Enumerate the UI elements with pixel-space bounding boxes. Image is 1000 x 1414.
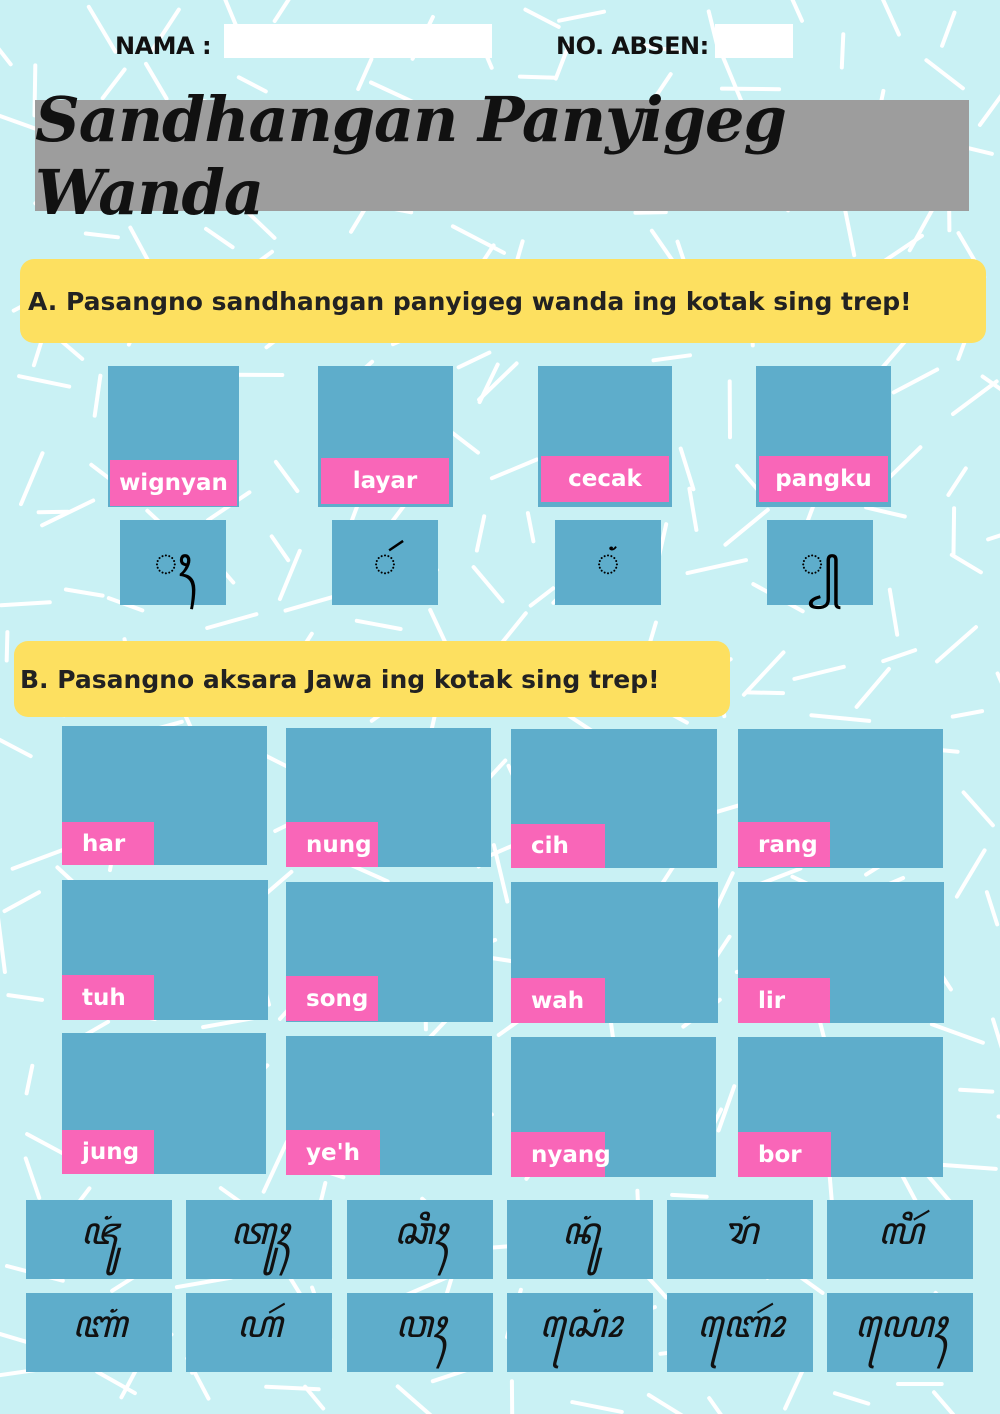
sandhangan-tile[interactable] <box>767 520 873 605</box>
target-label-bor: bor <box>738 1132 831 1177</box>
confetti-stroke <box>681 449 694 490</box>
aksara-glyph: ꦱꦺꦴꦁ <box>539 1301 621 1346</box>
confetti-stroke <box>13 850 64 869</box>
aksara-glyph: ꦗꦸꦁ <box>80 1208 118 1253</box>
target-label-rang: rang <box>738 822 830 867</box>
confetti-stroke <box>27 1066 33 1094</box>
confetti-stroke <box>964 792 993 825</box>
section-b-instruction: B. Pasangno aksara Jawa ing kotak sing trep! <box>20 664 660 694</box>
target-label-wah: wah <box>511 978 605 1023</box>
aksara-tile[interactable] <box>347 1293 493 1372</box>
confetti-stroke <box>479 363 516 399</box>
confetti-stroke <box>688 560 747 573</box>
aksara-glyph: ꦭꦶꦂ <box>877 1208 923 1253</box>
aksara-tile[interactable] <box>507 1293 653 1372</box>
confetti-stroke <box>26 1158 40 1197</box>
aksara-tile[interactable] <box>667 1293 813 1372</box>
aksara-tile[interactable] <box>667 1200 813 1279</box>
absen-field[interactable] <box>715 24 793 58</box>
target-label-lir: lir <box>738 978 830 1023</box>
aksara-tile[interactable] <box>507 1200 653 1279</box>
aksara-tile[interactable] <box>26 1293 172 1372</box>
confetti-stroke <box>89 7 116 52</box>
target-label-har: har <box>62 822 154 865</box>
aksara-glyph: ꦧꦺꦴꦂ <box>696 1301 784 1346</box>
confetti-stroke <box>266 1387 319 1390</box>
target-label-cih: cih <box>511 824 605 868</box>
confetti-stroke <box>811 715 869 721</box>
aksara-glyph: ꦲꦂ <box>236 1301 282 1346</box>
confetti-stroke <box>725 510 767 545</box>
confetti-stroke <box>572 1402 622 1412</box>
confetti-stroke <box>0 913 5 972</box>
confetti-stroke <box>39 512 68 513</box>
confetti-stroke <box>890 590 897 635</box>
target-label-nyang: nyang <box>511 1132 605 1177</box>
target-label-nung: nung <box>286 822 378 867</box>
aksara-tile[interactable] <box>26 1200 172 1279</box>
confetti-stroke <box>866 507 905 516</box>
confetti-stroke <box>672 1195 707 1197</box>
page-title: Sandhangan Panyigeg Wanda <box>35 82 786 229</box>
confetti-stroke <box>264 1142 287 1192</box>
confetti-stroke <box>0 37 11 64</box>
sandhangan-glyph: ◌ꦁ <box>596 539 620 586</box>
confetti-stroke <box>207 614 256 628</box>
confetti-stroke <box>19 376 69 386</box>
confetti-stroke <box>520 77 556 78</box>
sandhangan-glyph: ◌ꦃ <box>154 539 192 586</box>
confetti-stroke <box>7 632 8 660</box>
sandhangan-tile[interactable] <box>332 520 438 605</box>
confetti-stroke <box>942 13 954 46</box>
aksara-glyph: ꦕꦶꦃ <box>393 1208 447 1253</box>
confetti-stroke <box>453 433 478 452</box>
target-label-wignyan: wignyan <box>110 460 237 506</box>
target-label-jung: jung <box>62 1130 154 1174</box>
confetti-stroke <box>953 381 997 414</box>
confetti-stroke <box>954 508 955 553</box>
confetti-stroke <box>894 370 937 393</box>
confetti-stroke <box>531 588 554 605</box>
absen-label: NO. ABSEN: <box>556 32 709 60</box>
sandhangan-glyph: ◌ꦂ <box>373 539 397 586</box>
confetti-stroke <box>474 567 503 601</box>
section-a-instruction: A. Pasangno sandhangan panyigeg wanda ing kotak sing trep! <box>28 286 912 316</box>
aksara-tile[interactable] <box>186 1293 332 1372</box>
confetti-stroke <box>689 489 696 530</box>
confetti-stroke <box>786 0 802 21</box>
name-label: NAMA : <box>115 32 212 60</box>
target-label-yeh: ye'h <box>286 1130 380 1175</box>
confetti-stroke <box>882 0 899 34</box>
confetti-stroke <box>492 460 537 479</box>
confetti-stroke <box>649 1395 699 1414</box>
confetti-stroke <box>1 602 50 605</box>
confetti-stroke <box>280 551 300 599</box>
confetti-stroke <box>952 555 981 572</box>
confetti-stroke <box>993 1019 1000 1064</box>
confetti-stroke <box>953 711 982 717</box>
confetti-stroke <box>5 892 40 911</box>
confetti-stroke <box>960 1090 992 1092</box>
target-label-pangku: pangku <box>759 456 888 502</box>
aksara-glyph: ꦪꦺꦃ <box>854 1301 946 1346</box>
aksara-glyph: ꦚꦁ <box>72 1301 126 1346</box>
confetti-stroke <box>988 521 1000 539</box>
confetti-stroke <box>275 0 298 21</box>
confetti-stroke <box>987 892 997 924</box>
confetti-stroke <box>21 453 43 504</box>
confetti-stroke <box>0 1334 29 1343</box>
confetti-stroke <box>744 652 784 694</box>
aksara-glyph: ꦫꦁ <box>723 1208 757 1253</box>
confetti-stroke <box>748 692 783 693</box>
confetti-stroke <box>842 34 844 67</box>
aksara-glyph: ꦤꦸꦁ <box>561 1208 599 1253</box>
confetti-stroke <box>937 627 976 661</box>
aksara-tile[interactable] <box>186 1200 332 1279</box>
confetti-stroke <box>934 1392 953 1414</box>
target-label-layar: layar <box>321 458 449 504</box>
target-label-tuh: tuh <box>62 975 154 1020</box>
confetti-stroke <box>494 845 507 901</box>
confetti-stroke <box>66 590 103 596</box>
confetti-stroke <box>883 236 922 262</box>
confetti-stroke <box>8 995 42 1000</box>
section-b-banner <box>14 641 730 717</box>
target-label-song: song <box>286 976 378 1021</box>
aksara-glyph: ꦮꦃ <box>395 1301 445 1346</box>
confetti-stroke <box>940 1165 995 1169</box>
aksara-glyph: ꦠꦸꦃ <box>230 1208 288 1253</box>
confetti-stroke <box>948 468 965 495</box>
confetti-stroke <box>286 596 337 611</box>
confetti-stroke <box>276 462 298 491</box>
confetti-stroke <box>559 12 604 21</box>
confetti-stroke <box>857 669 889 707</box>
confetti-stroke <box>957 850 985 896</box>
name-field[interactable] <box>224 24 492 58</box>
confetti-stroke <box>272 536 289 560</box>
confetti-stroke <box>528 513 534 541</box>
confetti-stroke <box>177 1278 231 1287</box>
sandhangan-glyph: ◌꧀ <box>800 539 840 586</box>
confetti-stroke <box>206 229 233 247</box>
confetti-stroke <box>459 353 490 368</box>
confetti-stroke <box>835 1393 868 1403</box>
aksara-tile[interactable] <box>827 1293 973 1372</box>
confetti-stroke <box>477 516 484 550</box>
confetti-stroke <box>654 355 691 360</box>
aksara-tile[interactable] <box>827 1200 973 1279</box>
confetti-stroke <box>95 376 101 416</box>
title-banner <box>35 82 969 229</box>
section-a-banner <box>20 259 986 343</box>
confetti-stroke <box>883 650 915 661</box>
aksara-tile[interactable] <box>347 1200 493 1279</box>
confetti-stroke <box>357 621 401 629</box>
sandhangan-tile[interactable] <box>120 520 226 605</box>
confetti-stroke <box>398 1386 436 1414</box>
confetti-stroke <box>794 667 843 679</box>
confetti-stroke <box>709 1398 731 1414</box>
confetti-stroke <box>86 234 118 238</box>
confetti-stroke <box>525 10 558 27</box>
target-label-cecak: cecak <box>541 456 669 502</box>
confetti-stroke <box>980 84 1000 125</box>
sandhangan-tile[interactable] <box>555 520 661 605</box>
confetti-stroke <box>0 736 31 757</box>
confetti-stroke <box>453 226 504 253</box>
